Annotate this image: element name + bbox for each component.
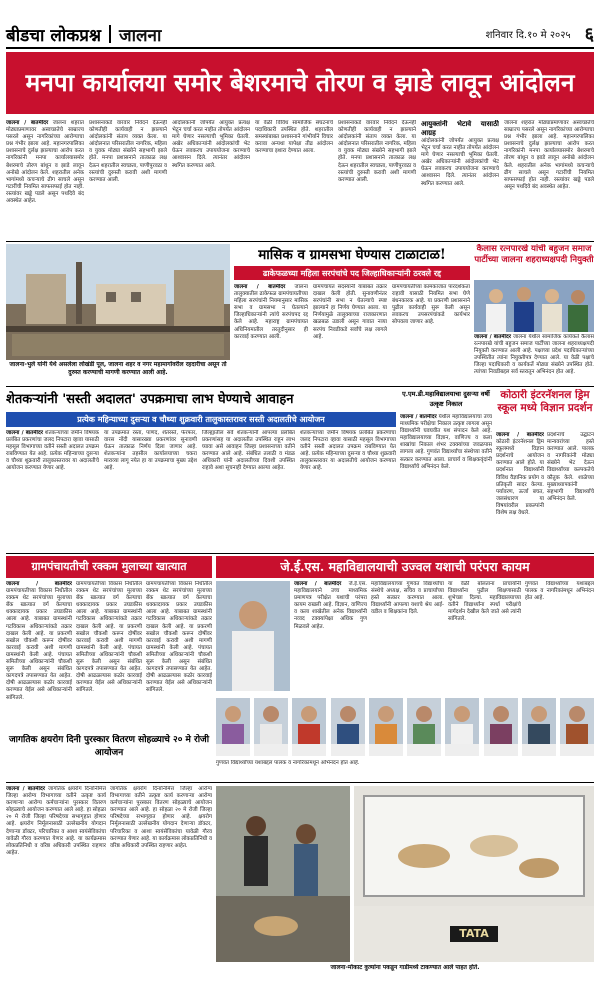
lead-subhead: आयुक्तांनी भेटावे यासाठी आग्रह [421, 120, 499, 137]
gram-text-b: ग्रामपंचायतीच्या विकास निधीतील रक्कम थेट सरपंचांच्या मुलाच्या बँक खात्यात वर्ग केल्याचा धक्कादायक प्रकार उघडकीस आला आहे. याबाबत ग्रामस्थांनी गटविकास अधिकाऱ्यांकडे तक्रार दाखल केली आहे. या प्रकरणी सखोल चौकशी करून दोषींवर कारवाई करावी अशी मागणी ग्रामस्थांनी केली आहे. पंचायत समितीच्या अधिकाऱ्यांनी चौकशी सुरू केली असून संबंधित कागदपत्रे तपासण्यात येत आहेत. दोषी आढळल्यास कठोर कारवाई करण्यात येईल असे अधिकाऱ्यांनी सांगितले. [76, 581, 142, 694]
village-text-2: ग्रामपंचायत सदस्यांनी याबाबत तक्रार दाखल केली होती. सुनावणीनंतर सरपंचांनी सभा न घेतल्याचे स्पष्ट झाल्याने हा निर्णय घेण्यात आला. या निर्णयामुळे तालुक्याच्या राजकारणात खळबळ उडाली असून गावात नव्या सरपंच निवडीकडे सर्वांचे लक्ष लागले आहे. [313, 284, 387, 340]
court-subband: प्रत्येक महिन्याच्या दुसऱ्या व चौथ्या शुक्रवारी तालुकास्तरावर सस्ती अदालतीचे आयोजन [6, 412, 396, 427]
jes-text-4: गुणवंत विद्यार्थ्यांच्या यशाबद्दल पालक व नागरिकांमधून अभिनंदन होत आहे. [525, 581, 594, 602]
tb-text-b: जागतिक क्षयरोग दिनानिमित्त जिल्हा आरोग्य विभागाच्या वतीने उत्कृष्ट कार्य करणाऱ्या आरोग्य कर्मचाऱ्यांना पुरस्कार वितरण सोहळ्याचे आयोजन करण्यात आले आहे. हा सोहळा २० मे रोजी जिल्हा परिषदेच्या सभागृहात होणार आहे. क्षयरोग निर्मूलनासाठी उल्लेखनीय योगदान देणाऱ्या डॉक्टर, परिचारिका व आशा स्वयंसेविकांचा यावेळी गौरव करण्यात येणार आहे. या कार्यक्रमास लोकप्रतिनिधी व वरिष्ठ अधिकारी उपस्थित राहणार आहेत. [110, 786, 212, 849]
bridge-photo [6, 244, 230, 360]
court-col-4 [300, 430, 396, 550]
dog-photo-caption: जालना-मोकाट कुत्र्यांना पकडून गाडीमध्ये टाकण्यात आले पाहत होते. [330, 964, 480, 971]
jes-col-2 [371, 581, 444, 693]
dog-catching-photo [216, 786, 350, 962]
student-photo-strip [216, 698, 594, 756]
court-col-2 [104, 430, 197, 550]
student-photo [331, 698, 365, 756]
section-rule-4 [6, 782, 594, 783]
lead-col-6 [421, 120, 499, 238]
exam-col [400, 414, 492, 550]
jes-text-footer: गुणवंत विद्यार्थ्यांच्या यशाबद्दल पालक व नागरिकांमधून अभिनंदन होत आहे. [216, 760, 360, 766]
lead-col-5 [338, 120, 416, 238]
student-photo [254, 698, 288, 756]
court-headline: शेतकऱ्यांनी 'सस्ती अदालत' उपक्रमाचा लाभ घेण्याचे आवाहन [6, 392, 294, 407]
science-col-2 [547, 432, 594, 550]
gram-text: ग्रामपंचायतीच्या विकास निधीतील रक्कम थेट सरपंचांच्या मुलाच्या बँक खात्यात वर्ग केल्याचा धक्कादायक प्रकार उघडकीस आला आहे. याबाबत ग्रामस्थांनी गटविकास अधिकाऱ्यांकडे तक्रार दाखल केली आहे. या प्रकरणी सखोल चौकशी करून दोषींवर कारवाई करावी अशी मागणी ग्रामस्थांनी केली आहे. पंचायत समितीच्या अधिकाऱ्यांनी चौकशी सुरू केली असून संबंधित कागदपत्रे तपासण्यात येत आहेत. दोषी आढळल्यास कठोर कारवाई करण्यात येईल असे अधिकाऱ्यांनी सांगितले. [6, 588, 72, 701]
jes-text-2: महाविद्यालयाच्या गुणवंत विद्यार्थ्यांचा संस्थेचे अध्यक्ष, सचिव व प्राचार्यांच्या हस्ते सत्कार करण्यात आला. विद्यार्थ्यांनी आपल्या यशाचे श्रेय आई-वडील व शिक्षकांना दिले. [371, 581, 444, 616]
newspaper-name: बीडचा लोकप्रश्न [6, 25, 101, 46]
gram-col-3 [146, 581, 212, 731]
lead-text-3b: आंदोलकांनी जोपर्यंत आयुक्त प्रत्यक्ष भेटून चर्चा करत नाहीत तोपर्यंत आंदोलन मागे घेणार नसल्याची भूमिका घेतली. अखेर अधिकाऱ्यांनी आंदोलकांची भेट घेऊन लवकरच उपाययोजना करण्याचे आश्वासन दिले. त्यानंतर आंदोलन स्थगित करण्यात आले. [421, 138, 499, 187]
court-col-1 [6, 430, 99, 550]
village-subband: ढाकेफळच्या महिला सरपंचांचे पद जिल्हाधिकाऱ्यांनी ठरवले रद्द [234, 266, 470, 280]
dog-van-photo [354, 786, 594, 962]
court-col-3 [202, 430, 295, 550]
truck-logo: TATA [450, 926, 498, 942]
lead-col-4 [255, 120, 333, 238]
lead-text-3: आंदोलकांनी जोपर्यंत आयुक्त प्रत्यक्ष भेटून चर्चा करत नाहीत तोपर्यंत आंदोलन मागे घेणार नसल्याची भूमिका घेतली. अखेर अधिकाऱ्यांनी आंदोलकांची भेट घेऊन लवकरच उपाययोजना करण्याचे आश्वासन दिले. त्यानंतर आंदोलन स्थगित करण्यात आले. [172, 120, 250, 169]
court-text-1b: शेतकऱ्यांच्या जमीन विषयक प्रलंबित प्रकरणांचा जलद निपटारा व्हावा यासाठी महसूल विभागाच्या वतीने सस्ती अदालत उपक्रम राबविण्यात येत आहे. प्रत्येक महिन्याच्या दुसऱ्या व चौथ्या शुक्रवारी तालुकास्तरावर या अदालतीचे आयोजन करण्यात येणार आहे. [300, 430, 396, 472]
exam-byline: जालना / बातमीदर [400, 414, 437, 420]
student-photo [369, 698, 403, 756]
student-photo [445, 698, 479, 756]
student-photo [292, 698, 326, 756]
exam-headline: ए.एम.डी.महाविद्यालयाचा दुसऱ्या वर्षी उत्कृष्ट निकाल [402, 390, 490, 408]
issue-date: शनिवार दि.१० मे २०२५ [485, 30, 571, 41]
exam-text: येथील महाविद्यालयाचा उच्च माध्यमिक परीक्षेचा निकाल उत्कृष्ट लागला असून विद्यार्थ्यांनी घवघवीत यश संपादन केले आहे. महाविद्यालयाच्या विज्ञान, वाणिज्य व कला शाखांचा निकाल शंभर टक्क्यांच्या जवळपास लागला आहे. गुणवंत विद्यार्थ्यांचा संस्थेच्या वतीने सत्कार करण्यात आला. प्राचार्य व शिक्षकवृंदांनी विद्यार्थ्यांचे अभिनंदन केले. [400, 414, 492, 470]
gram-headline: ग्रामपंचायतीची रक्कम मुलाच्या खात्यात [6, 556, 212, 578]
gram-text-c: ग्रामपंचायतीच्या विकास निधीतील रक्कम थेट सरपंचांच्या मुलाच्या बँक खात्यात वर्ग केल्याचा धक्कादायक प्रकार उघडकीस आला आहे. याबाबत ग्रामस्थांनी गटविकास अधिकाऱ्यांकडे तक्रार दाखल केली आहे. या प्रकरणी सखोल चौकशी करून दोषींवर कारवाई करावी अशी मागणी ग्रामस्थांनी केली आहे. पंचायत समितीच्या अधिकाऱ्यांनी चौकशी सुरू केली असून संबंधित कागदपत्रे तपासण्यात येत आहेत. दोषी आढळल्यास कठोर कारवाई करण्यात येईल असे अधिकाऱ्यांनी सांगितले. [146, 581, 212, 694]
jes-col-1 [294, 581, 367, 693]
jes-headline: जे.ई.एस. महाविद्यालयाची उज्वल यशाची परंपरा कायम [216, 556, 594, 578]
court-text-3: जिल्ह्यातील सर्व शेतकऱ्यांनी आपल्या प्रलंबित प्रकरणांसह या अदालतीत उपस्थित राहून लाभ घ्यावा असे आवाहन जिल्हा प्रशासनाच्या वतीने करण्यात आले आहे. संबंधित तलाठी व मंडळ अधिकारी यांनी अदालतीच्या दिवशी उपस्थित राहावे अशा सूचनाही देण्यात आल्या आहेत. [202, 430, 295, 472]
jes-col-4 [525, 581, 594, 693]
village-headline: मासिक व ग्रामसभा घेण्यास टाळाटाळ! [258, 247, 446, 263]
lead-col-1 [6, 120, 84, 238]
tb-byline: जालना / बातमीदर [6, 786, 45, 792]
lead-text-4: या वेळी विविध सामाजिक संघटनांचे पदाधिकारी उपस्थित होते. शहरातील समस्यांबाबत प्रशासनाने गांभीर्याने विचार करावा अन्यथा यापेक्षा तीव्र आंदोलन करण्याचा इशारा देण्यात आला. [255, 120, 333, 155]
lead-col-3 [172, 120, 250, 238]
jes-text-3: या वेळी बोलताना प्राचार्यांनी विद्यार्थ्यांना पुढील शिक्षणासाठी शुभेच्छा दिल्या. महाविद्यालयाच्या वतीने विद्यार्थ्यांना स्पर्धा परीक्षांचे मार्गदर्शन देखील केले जाते असे त्यांनी सांगितले. [448, 581, 521, 623]
masthead-divider [109, 25, 111, 43]
edition-city: जालना [119, 25, 162, 46]
party-col [474, 334, 594, 384]
party-text: जालना येथील सामाजिक कार्यकर्ते कैलास रत्नपारखे यांची बहुजन समाज पार्टीच्या जालना शहराध्यक्षपदी नियुक्ती करण्यात आली आहे. पक्षाच्या प्रदेश पदाधिकाऱ्यांच्या उपस्थितीत त्यांना नियुक्तीपत्र देण्यात आले. या वेळी पक्षाचे जिल्हा पदाधिकारी व कार्यकर्ते मोठ्या संख्येने उपस्थित होते. त्यांच्या निवडीबद्दल सर्व स्तरातून अभिनंदन होत आहे. [474, 334, 594, 376]
science-col-1 [496, 432, 544, 550]
page-number: ६ [584, 24, 594, 45]
tb-col-1 [6, 786, 106, 982]
student-photo [407, 698, 441, 756]
jes-principal-photo [216, 581, 290, 691]
lead-text-2: प्रशासनाकडे वारंवार निवेदने देऊनही कोणतीही कार्यवाही न झाल्याने आंदोलकांनी संताप व्यक्त केला. या आंदोलनात परिसरातील नागरिक, महिला व युवक मोठ्या संख्येने सहभागी झाले होते. मनपा प्रशासनाने तात्काळ लक्ष देऊन शहरातील स्वच्छता, पाणीपुरवठा व रस्त्यांची दुरुस्ती करावी अशी मागणी करण्यात आली. [89, 120, 167, 183]
tb-text: जागतिक क्षयरोग दिनानिमित्त जिल्हा आरोग्य विभागाच्या वतीने उत्कृष्ट कार्य करणाऱ्या आरोग्य कर्मचाऱ्यांना पुरस्कार वितरण सोहळ्याचे आयोजन करण्यात आले आहे. हा सोहळा २० मे रोजी जिल्हा परिषदेच्या सभागृहात होणार आहे. क्षयरोग निर्मूलनासाठी उल्लेखनीय योगदान देणाऱ्या डॉक्टर, परिचारिका व आशा स्वयंसेविकांचा यावेळी गौरव करण्यात येणार आहे. या कार्यक्रमास लोकप्रतिनिधी व वरिष्ठ अधिकारी उपस्थित राहणार आहेत. [6, 786, 106, 856]
party-photo [474, 280, 594, 332]
village-col-2 [313, 284, 387, 384]
court-text-1: शेतकऱ्यांच्या जमीन विषयक प्रलंबित प्रकरणांचा जलद निपटारा व्हावा यासाठी महसूल विभागाच्या वतीने सस्ती अदालत उपक्रम राबविण्यात येत आहे. प्रत्येक महिन्याच्या दुसऱ्या व चौथ्या शुक्रवारी तालुकास्तरावर या अदालतीचे आयोजन करण्यात येणार आहे. [6, 430, 99, 472]
gram-byline: जालना / बातमीदर [6, 581, 72, 587]
lead-text-1b: प्रशासनाकडे वारंवार निवेदने देऊनही कोणतीही कार्यवाही न झाल्याने आंदोलकांनी संताप व्यक्त केला. या आंदोलनात परिसरातील नागरिक, महिला व युवक मोठ्या संख्येने सहभागी झाले होते. मनपा प्रशासनाने तात्काळ लक्ष देऊन शहरातील स्वच्छता, पाणीपुरवठा व रस्त्यांची दुरुस्ती करावी अशी मागणी करण्यात आली. [338, 120, 416, 183]
village-text-3: ग्रामपंचायतीच्या कामकाजात पारदर्शकता राहावी यासाठी नियमित सभा घेणे बंधनकारक आहे. या प्रकरणी प्रशासनाने पुढील कार्यवाही सुरू केली असून लवकरच उपसरपंचांकडे कार्यभार सोपवला जाणार आहे. [392, 284, 470, 326]
lead-text-1: जालना शहरात मोठ्याप्रमाणावर अस्वच्छतेचे साम्राज्य पसरले असून नागरिकांच्या आरोग्याचा प्रश्न गंभीर झाला आहे. महानगरपालिका प्रशासनाचे दुर्लक्ष झाल्याचा आरोप करत नागरिकांनी मनपा कार्यालयासमोर बेशरमाचे तोरण बांधून व झाडे लावून अनोखे आंदोलन केले. शहरातील अनेक भागांमध्ये कचऱ्याचे ढीग साचले असून गटारींची नियमित साफसफाई होत नाही. रस्त्यांवर खड्डे पडले असून पथदिवे बंद अवस्थेत आहेत. [6, 120, 84, 205]
tb-headline: जागतिक क्षयरोग दिनी पुरस्कार वितरण सोहळ्याचे २० मे रोजी आयोजन [8, 735, 210, 758]
student-photo [484, 698, 518, 756]
lead-col-2 [89, 120, 167, 238]
science-text-1: कोठारी इंटरनॅशनल ड्रिम स्कूलमध्ये विज्ञान प्रदर्शनाचे आयोजन करण्यात आले होते. या प्रदर्शनात विद्यार्थ्यांनी विविध वैज्ञानिक प्रयोग व प्रतिकृती सादर केल्या. पर्यावरण, ऊर्जा बचत, जलसंधारण या विषयांवरील प्रकल्पांनी विशेष लक्ष वेधले. [496, 439, 544, 517]
lead-byline: जालना / बातमीदर [6, 120, 49, 126]
village-col-1 [234, 284, 308, 384]
jes-col-3 [448, 581, 521, 693]
jes-byline: जालना / बातमीदर [294, 581, 342, 587]
section-rule-3 [6, 553, 594, 554]
gram-col-2 [76, 581, 142, 731]
party-headline: कैलास रत्नपारखे यांची बहुजन समाज पार्टीच्या जालना शहराध्यक्षपदी नियुक्ती [474, 244, 594, 265]
student-photo [560, 698, 594, 756]
village-text-1: जालना तालुक्यातील ढाकेफळ ग्रामपंचायतीच्या महिला सरपंचांनी नियमानुसार मासिक सभा व ग्रामसभा न घेतल्याने जिल्हाधिकाऱ्यांनी त्यांचे सरपंचपद रद्द केले आहे. महाराष्ट्र ग्रामपंचायत अधिनियमातील तरतुदीनुसार ही कारवाई करण्यात आली. [234, 284, 308, 340]
tb-col-2 [110, 786, 212, 982]
science-byline: जालना / बातमीदर [496, 432, 544, 438]
jes-text-1: जे.ई.एस. महाविद्यालयाने उच्च माध्यमिक प्रमाणपत्र परीक्षेत यशाची परंपरा कायम राखली आहे. विज्ञान, वाणिज्य व कला शाखेतील अनेक विद्यार्थ्यांनी नव्वद टक्क्यांपेक्षा अधिक गुण मिळवले आहेत. [294, 581, 367, 630]
jes-footer-text [216, 760, 594, 778]
village-byline: जालना / बातमीदर [234, 284, 286, 290]
court-byline: जालना / बातमीदर [6, 430, 43, 436]
science-text-2: प्रदर्शनाचे उद्घाटन मान्यवरांच्या हस्ते करण्यात आले. पालक व नागरिकांनी मोठ्या संख्येने भेट देऊन विद्यार्थ्यांच्या कल्पकतेचे कौतुक केले. शाळेच्या मुख्याध्यापकांनी सहभागी विद्यार्थ्यांचे अभिनंदन केले. [547, 432, 594, 502]
masthead-rule [6, 47, 594, 49]
section-rule-2 [6, 386, 594, 387]
court-text-2: या उपक्रमात रस्ता, पाणंद, शेतरस्ते, फेरफार, वारस नोंदी यासारख्या प्रकरणांवर सुनावणी घेऊन तात्काळ निर्णय दिला जाणार आहे. शेतकऱ्यांना तहसील कार्यालयाच्या चकरा माराव्या लागू नयेत हा या उपक्रमाचा मुख्य उद्देश आहे. [104, 430, 197, 472]
science-headline: कोठारी इंटरनॅशनल ड्रिम स्कूल मध्ये विज्ञान प्रदर्शन [497, 389, 593, 414]
lead-col-7 [504, 120, 594, 238]
village-col-3 [392, 284, 470, 384]
lead-headline: मनपा कार्यालया समोर बेशरमाचे तोरण व झाडे लावून आंदोलन [6, 52, 594, 114]
lead-text-4b: जालना शहरात मोठ्याप्रमाणावर अस्वच्छतेचे साम्राज्य पसरले असून नागरिकांच्या आरोग्याचा प्रश्न गंभीर झाला आहे. महानगरपालिका प्रशासनाचे दुर्लक्ष झाल्याचा आरोप करत नागरिकांनी मनपा कार्यालयासमोर बेशरमाचे तोरण बांधून व झाडे लावून अनोखे आंदोलन केले. शहरातील अनेक भागांमध्ये कचऱ्याचे ढीग साचले असून गटारींची नियमित साफसफाई होत नाही. रस्त्यांवर खड्डे पडले असून पथदिवे बंद अवस्थेत आहेत. [504, 120, 594, 190]
masthead [6, 22, 594, 46]
student-photo [522, 698, 556, 756]
party-byline: जालना / बातमीदर [474, 334, 511, 340]
gram-col-1 [6, 581, 72, 731]
bridge-photo-caption: जालना-भुले यांनी येथे असलेला लोखंडी पूल, जालना शहर व नगर महामार्गावरील रहदारीचा असून तो दुरुस्त करण्याची मागणी करण्यात आली आहे. [9, 361, 227, 376]
student-photo [216, 698, 250, 756]
section-rule-1 [6, 241, 594, 242]
